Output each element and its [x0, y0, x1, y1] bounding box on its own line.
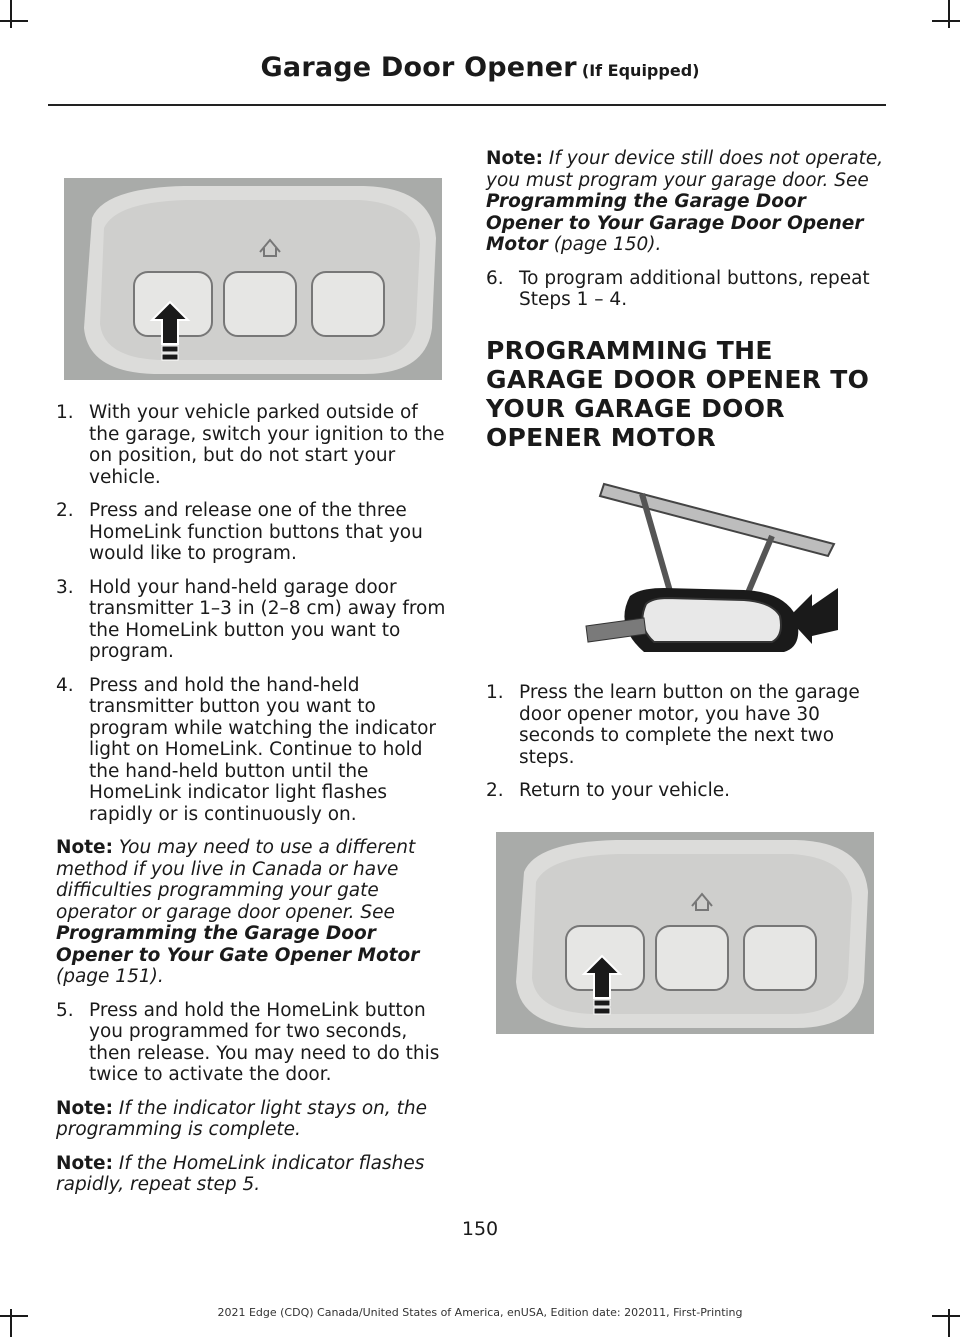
note-program-door	[486, 148, 886, 256]
step-number: 6.	[486, 267, 504, 289]
cross-reference-link[interactable]: Programming the Garage Door Opener to Your Gate Opener Motor	[56, 923, 420, 966]
note-text: If the indicator light stays on, the programming is complete.	[56, 1097, 428, 1140]
step-text: Press and hold the HomeLink button you programmed for two seconds, then release. You may need to do this twice to activate the door.	[89, 999, 440, 1085]
note-text: If your device still does not operate, you must program your garage door. See	[486, 148, 884, 191]
step-text: Hold your hand-held garage door transmitter 1–3 in (2–8 cm) away from the HomeLink button you want to program.	[89, 576, 446, 662]
step-text: To program additional buttons, repeat Steps 1 – 4.	[519, 267, 870, 310]
step-2-motor	[486, 780, 886, 802]
step-number: 2.	[486, 780, 504, 801]
step-text: Return to your vehicle.	[519, 780, 730, 801]
note-label: Note:	[486, 148, 543, 169]
step-number: 4.	[56, 674, 74, 696]
step-number: 2.	[56, 500, 74, 521]
step-number: 3.	[56, 576, 74, 598]
note-indicator-flashes	[56, 1153, 450, 1196]
section-heading: PROGRAMMING THE GARAGE DOOR OPENER TO YOUR GARAGE DOOR OPENER MOTOR	[486, 336, 870, 452]
step-number: 1.	[56, 402, 74, 423]
step-2	[56, 500, 450, 565]
header-rule	[48, 104, 886, 106]
step-text: Press and release one of the three HomeLink function buttons that you would like to program.	[89, 500, 423, 564]
note-label: Note:	[56, 1152, 113, 1174]
step-6	[486, 268, 886, 311]
step-number: 5.	[56, 999, 74, 1021]
right-column-steps	[486, 682, 886, 814]
note-text: If the HomeLink indicator flashes rapidly, repeat step 5.	[56, 1152, 425, 1195]
homelink-console-figure-bottom	[496, 832, 874, 1034]
page-reference: (page 150).	[553, 234, 662, 255]
note-label: Note:	[56, 1097, 113, 1119]
right-column-top	[486, 148, 886, 323]
page-number: 150	[461, 1218, 499, 1240]
step-1	[56, 402, 450, 488]
crop-mark	[948, 0, 950, 28]
page-reference: (page 151).	[56, 966, 164, 987]
step-number: 1.	[486, 682, 504, 703]
step-4	[56, 675, 450, 826]
step-text: With your vehicle parked outside of the garage, switch your ignition to the on position, but do not start your vehicle.	[89, 402, 445, 488]
crop-mark	[10, 0, 12, 28]
note-indicator-on	[56, 1098, 450, 1141]
footer-info: 2021 Edge (CDQ) Canada/United States of America, enUSA, Edition date: 202011, First-Printing	[217, 1306, 743, 1319]
cross-reference-link[interactable]: Programming the Garage Door Opener to Your Garage Door Opener Motor	[486, 191, 864, 255]
crop-mark	[932, 20, 960, 22]
header-title: Garage Door Opener	[260, 52, 577, 83]
header-title-suffix: (If Equipped)	[581, 61, 700, 80]
step-1-motor	[486, 682, 886, 768]
note-label: Note:	[56, 837, 113, 858]
crop-mark	[0, 20, 28, 22]
left-column	[56, 402, 450, 1208]
page-header	[0, 52, 960, 83]
step-3	[56, 577, 450, 663]
note-canada	[56, 837, 450, 988]
step-text: Press the learn button on the garage door opener motor, you have 30 seconds to complete the next two steps.	[519, 682, 860, 768]
step-5	[56, 1000, 450, 1086]
note-text: You may need to use a different method if you live in Canada or have difficulties programming your gate operator or garage door opener. See	[56, 837, 416, 923]
homelink-console-figure-top	[64, 178, 442, 380]
step-text: Press and hold the hand-held transmitter button you want to program while watching the indicator light on HomeLink. Continue to hold the hand-held button until the HomeLink indicator light flashes rapidly or is continuously on.	[89, 674, 437, 825]
garage-opener-motor-figure	[584, 476, 844, 666]
